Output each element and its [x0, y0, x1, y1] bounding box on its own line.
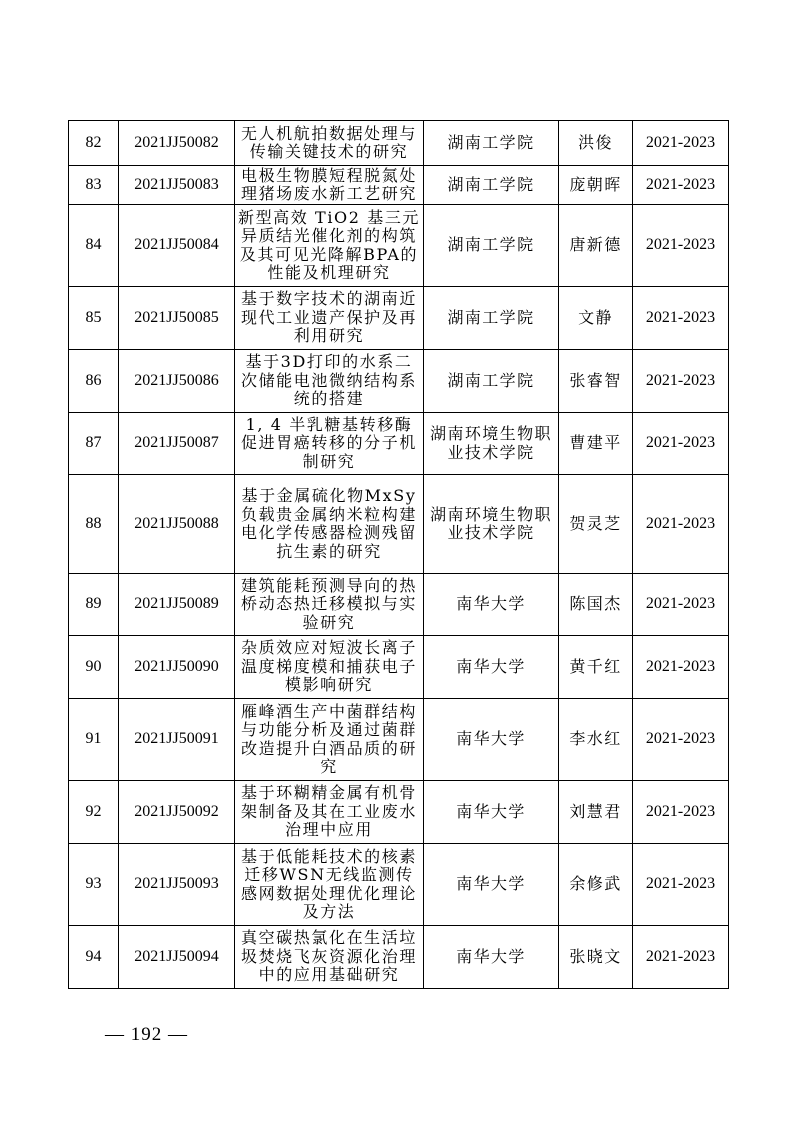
row-period: 2021-2023 [633, 350, 729, 413]
row-code: 2021JJ50084 [119, 205, 235, 287]
row-code: 2021JJ50094 [119, 926, 235, 989]
row-period: 2021-2023 [633, 413, 729, 475]
row-title: 真空碳热氯化在生活垃圾焚烧飞灰资源化治理中的应用基础研究 [235, 926, 424, 989]
row-person: 黄千红 [559, 636, 633, 699]
table-row [69, 844, 729, 926]
row-person: 张晓文 [559, 926, 633, 989]
row-title: 雁峰酒生产中菌群结构与功能分析及通过菌群改造提升白酒品质的研究 [235, 699, 424, 781]
row-seq: 82 [69, 121, 119, 166]
page-number: — 192 — [105, 1024, 188, 1045]
row-code: 2021JJ50088 [119, 475, 235, 574]
row-title: 建筑能耗预测导向的热桥动态热迁移模拟与实验研究 [235, 574, 424, 636]
row-code: 2021JJ50086 [119, 350, 235, 413]
row-seq: 89 [69, 574, 119, 636]
row-org: 南华大学 [424, 844, 559, 926]
row-seq: 86 [69, 350, 119, 413]
table-row [69, 166, 729, 205]
row-period: 2021-2023 [633, 699, 729, 781]
row-person: 张睿智 [559, 350, 633, 413]
row-code: 2021JJ50087 [119, 413, 235, 475]
row-person: 文静 [559, 287, 633, 350]
row-org: 南华大学 [424, 636, 559, 699]
table-row [69, 475, 729, 574]
project-table [68, 120, 729, 989]
row-org: 湖南工学院 [424, 350, 559, 413]
table-row [69, 574, 729, 636]
row-code: 2021JJ50090 [119, 636, 235, 699]
row-seq: 93 [69, 844, 119, 926]
row-org: 湖南环境生物职业技术学院 [424, 475, 559, 574]
row-seq: 90 [69, 636, 119, 699]
row-person: 曹建平 [559, 413, 633, 475]
row-title: 基于3D打印的水系二次储能电池微纳结构系统的搭建 [235, 350, 424, 413]
row-title: 基于数字技术的湖南近现代工业遗产保护及再利用研究 [235, 287, 424, 350]
row-person: 刘慧君 [559, 781, 633, 844]
row-person: 余修武 [559, 844, 633, 926]
table-row [69, 350, 729, 413]
row-seq: 83 [69, 166, 119, 205]
row-person: 洪俊 [559, 121, 633, 166]
row-title: 新型高效 TiO2 基三元异质结光催化剂的构筑及其可见光降解BPA的性能及机理研究 [235, 205, 424, 287]
row-code: 2021JJ50091 [119, 699, 235, 781]
row-seq: 91 [69, 699, 119, 781]
row-seq: 85 [69, 287, 119, 350]
row-period: 2021-2023 [633, 781, 729, 844]
row-title: 电极生物膜短程脱氮处理猪场废水新工艺研究 [235, 166, 424, 205]
table-row [69, 636, 729, 699]
row-period: 2021-2023 [633, 926, 729, 989]
table-row [69, 699, 729, 781]
row-org: 南华大学 [424, 699, 559, 781]
row-seq: 92 [69, 781, 119, 844]
row-person: 庞朝晖 [559, 166, 633, 205]
row-code: 2021JJ50083 [119, 166, 235, 205]
row-seq: 87 [69, 413, 119, 475]
row-title: 1, 4 半乳糖基转移酶促进胃癌转移的分子机制研究 [235, 413, 424, 475]
row-seq: 84 [69, 205, 119, 287]
row-seq: 88 [69, 475, 119, 574]
row-title: 基于环糊精金属有机骨架制备及其在工业废水治理中应用 [235, 781, 424, 844]
row-code: 2021JJ50082 [119, 121, 235, 166]
row-code: 2021JJ50092 [119, 781, 235, 844]
table-row [69, 413, 729, 475]
row-code: 2021JJ50085 [119, 287, 235, 350]
row-period: 2021-2023 [633, 121, 729, 166]
row-org: 南华大学 [424, 926, 559, 989]
row-title: 无人机航拍数据处理与传输关键技术的研究 [235, 121, 424, 166]
table-row [69, 926, 729, 989]
row-period: 2021-2023 [633, 844, 729, 926]
row-period: 2021-2023 [633, 287, 729, 350]
row-org: 湖南工学院 [424, 205, 559, 287]
row-person: 唐新德 [559, 205, 633, 287]
row-period: 2021-2023 [633, 475, 729, 574]
row-person: 贺灵芝 [559, 475, 633, 574]
row-period: 2021-2023 [633, 574, 729, 636]
row-code: 2021JJ50093 [119, 844, 235, 926]
row-period: 2021-2023 [633, 636, 729, 699]
row-org: 湖南工学院 [424, 121, 559, 166]
row-code: 2021JJ50089 [119, 574, 235, 636]
row-person: 陈国杰 [559, 574, 633, 636]
row-title: 杂质效应对短波长离子温度梯度模和捕获电子模影响研究 [235, 636, 424, 699]
row-seq: 94 [69, 926, 119, 989]
row-title: 基于金属硫化物MxSy负载贵金属纳米粒构建电化学传感器检测残留抗生素的研究 [235, 475, 424, 574]
table-row [69, 287, 729, 350]
table-row [69, 205, 729, 287]
row-period: 2021-2023 [633, 166, 729, 205]
table-row [69, 121, 729, 166]
row-org: 湖南工学院 [424, 287, 559, 350]
row-org: 湖南工学院 [424, 166, 559, 205]
row-org: 南华大学 [424, 781, 559, 844]
row-period: 2021-2023 [633, 205, 729, 287]
row-title: 基于低能耗技术的核素迁移WSN无线监测传感网数据处理优化理论及方法 [235, 844, 424, 926]
row-org: 湖南环境生物职业技术学院 [424, 413, 559, 475]
row-org: 南华大学 [424, 574, 559, 636]
row-person: 李水红 [559, 699, 633, 781]
table-row [69, 781, 729, 844]
